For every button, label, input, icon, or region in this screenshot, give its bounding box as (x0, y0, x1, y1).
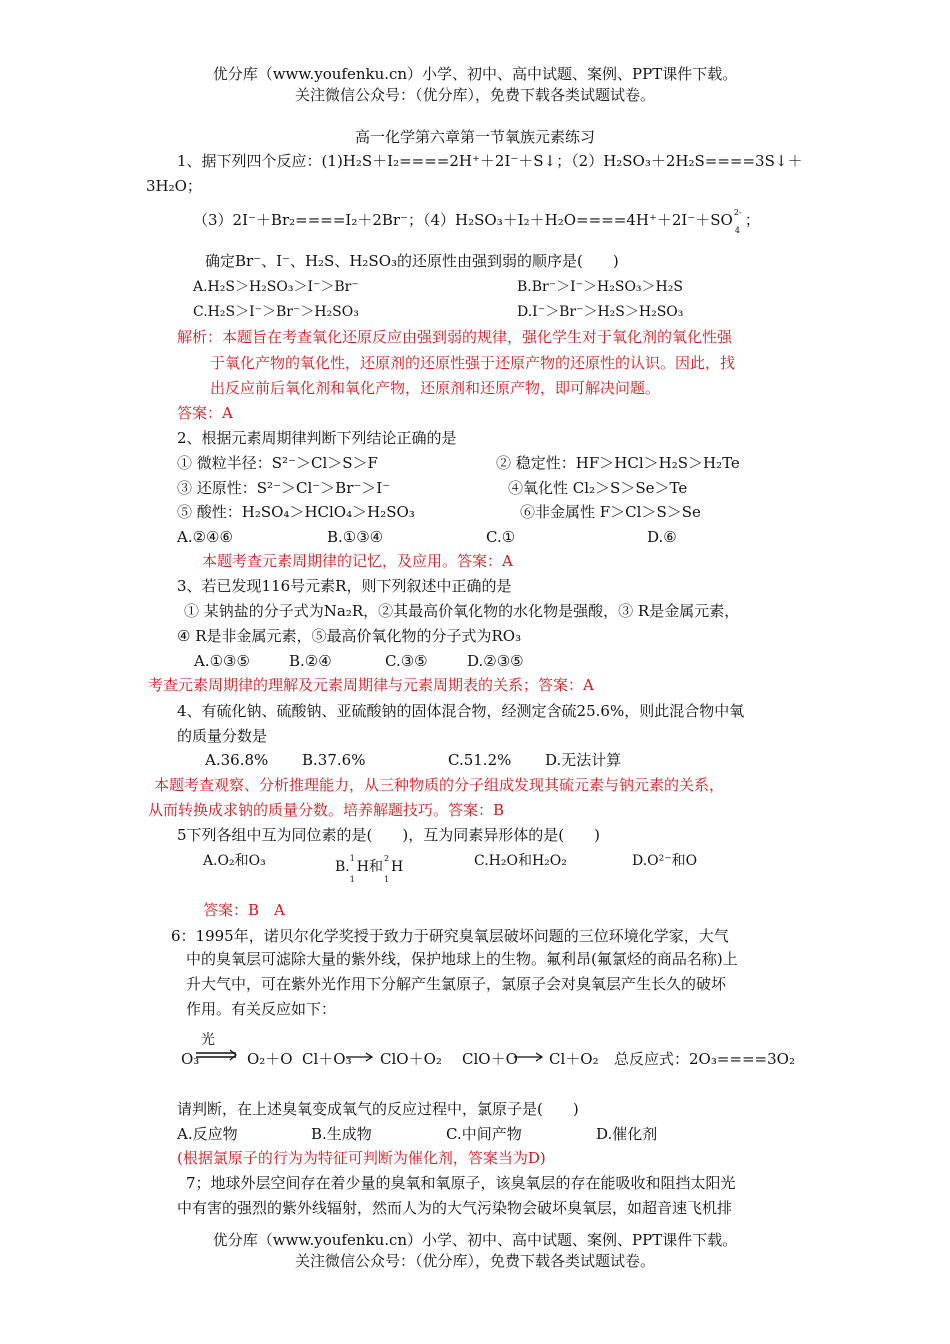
q7-line-2: 中有害的强烈的紫外线辐射，然而人为的大气污染物会破坏臭氧层，如超音速飞机排 (177, 1199, 733, 1217)
q3-stem: 3、若已发现116号元素R，则下列叙述中正确的是 (177, 577, 512, 595)
q6-r1-right: O₂＋O (247, 1050, 293, 1068)
q2-stem: 2、根据元素周期律判断下列结论正确的是 (177, 429, 457, 447)
q6-line-3: 升大气中，可在紫外光作用下分解产生氯原子，氯原子会对臭氧层产生长久的破坏 (186, 975, 727, 993)
q6-r2-arrow (346, 1051, 376, 1063)
q2-note: 本题考查元素周期律的记忆，及应用。答案：A (202, 552, 513, 570)
q5-option-a: A.O₂和O₃ (203, 853, 266, 869)
q1-analysis-1: 解析：本题旨在考查氧化还原反应由强到弱的规律，强化学生对于氧化剂的氧化性强 (177, 328, 733, 346)
q1-sulfate-sub: 4 (734, 226, 740, 235)
q1-option-c: C.H₂S＞I⁻＞Br⁻＞H₂SO₃ (193, 304, 359, 320)
q6-option-c: C.中间产物 (446, 1125, 522, 1143)
q6-r2-left: Cl＋O₃ (302, 1050, 352, 1068)
q6-line-2: 中的臭氧层可滤除大量的紫外线，保护地球上的生物。氟利昂(氟氯烃的商品名称)上 (186, 950, 738, 968)
q7-line-1: 7；地球外层空间存在着少量的臭氧和氧原子，该臭氧层的存在能吸收和阻挡太阳光 (186, 1174, 736, 1192)
q2-item-1: ① 微粒半径：S²⁻＞Cl＞S＞F (177, 454, 378, 472)
q5-stem: 5下列各组中互为同位素的是( )，互为同素异形体的是( ) (177, 826, 600, 844)
q5-h2-isotope (383, 851, 391, 884)
page-title: 高一化学第六章第一节氧族元素练习 (354, 128, 595, 146)
q6-r1-arrow (196, 1049, 240, 1063)
q6-line-4: 作用。有关反应如下： (186, 1000, 337, 1018)
q5-h2-number: 1 (383, 875, 390, 884)
q6-option-a: A.反应物 (177, 1125, 238, 1143)
q4-option-a: A.36.8% (205, 751, 269, 769)
q5-option-c: C.H₂O和H₂O₂ (474, 853, 567, 869)
q1-answer: 答案：A (177, 404, 233, 422)
header-line-1: 优分库（www.youfenku.cn）小学、初中、高中试题、案例、PPT课件下载。 (212, 65, 738, 83)
q5-h2-mass: 2 (383, 854, 390, 863)
q2-option-b: B.①③④ (327, 528, 384, 546)
q6-total-reaction: 总反应式：2O₃====3O₂ (614, 1050, 795, 1068)
q3-note: 考查元素周期律的理解及元素周期律与元素周期表的关系；答案：A (148, 676, 594, 694)
q1-option-a: A.H₂S＞H₂SO₃＞I⁻＞Br⁻ (193, 279, 359, 295)
q6-line-1: 6：1995年，诺贝尔化学奖授于致力于研究臭氧层破坏问题的三位环境化学家，大气 (171, 927, 729, 945)
q4-option-d: D.无法计算 (545, 751, 622, 769)
q2-item-3: ③ 还原性：S²⁻＞Cl⁻＞Br⁻＞I⁻ (177, 479, 391, 497)
q6-r2-right: ClO＋O₂ (380, 1050, 442, 1068)
q4-option-c: C.51.2% (448, 751, 512, 769)
q2-item-6: ⑥非金属性 F＞Cl＞S＞Se (520, 503, 701, 521)
q2-item-2: ② 稳定性：HF＞HCl＞H₂S＞H₂Te (496, 454, 740, 472)
q6-option-b: B.生成物 (311, 1125, 372, 1143)
q3-option-a: A.①③⑤ (194, 652, 250, 670)
q4-line-2: 的质量分数是 (177, 727, 268, 745)
q3-option-b: B.②④ (289, 652, 332, 670)
q6-light-label: 光 (201, 1032, 215, 1048)
q1-line-2-text: （3）2I⁻＋Br₂====I₂＋2Br⁻；（4）H₂SO₃＋I₂＋H₂O====4H⁺＋2I⁻＋SO (193, 211, 733, 229)
q6-r1-left: O₃ (181, 1050, 200, 1068)
q1-sulfate-charge (733, 205, 745, 235)
q1-option-b: B.Br⁻＞I⁻＞H₂SO₃＞H₂S (517, 279, 683, 295)
footer-line-1: 优分库（www.youfenku.cn）小学、初中、高中试题、案例、PPT课件下载。 (212, 1231, 738, 1249)
q2-item-4: ④氧化性 Cl₂＞S＞Se＞Te (508, 479, 688, 497)
q1-analysis-2: 于氧化产物的氧化性，还原剂的还原性强于还原产物的还原性的认识。因此，找 (210, 354, 736, 372)
q2-option-c: C.① (486, 528, 516, 546)
q4-note-1: 本题考查观察、分析推理能力，从三种物质的分子组成发现其硫元素与钠元素的关系， (154, 776, 725, 794)
q1-line-2-end: ； (744, 211, 760, 229)
q5-h1-number: 1 (349, 875, 355, 884)
q1-line-1b: 3H₂O； (146, 177, 202, 195)
q5-h1-mass: 1 (349, 854, 355, 863)
q5-option-b (335, 851, 404, 884)
q6-r3-left: ClO＋O (462, 1050, 518, 1068)
q5-h1-isotope (349, 851, 357, 884)
q5-option-d: D.O²⁻和O (632, 853, 698, 869)
q2-option-a: A.②④⑥ (177, 528, 233, 546)
q1-stem: 确定Br⁻、I⁻、H₂S、H₂SO₃的还原性由强到弱的顺序是( ) (205, 252, 619, 270)
q4-line-1: 4、有硫化钠、硫酸钠、亚硫酸钠的固体混合物，经测定含硫25.6%，则此混合物中氧 (177, 702, 745, 720)
q5-option-b-label: B. (335, 859, 350, 875)
q4-option-b: B.37.6% (302, 751, 366, 769)
q2-item-5: ⑤ 酸性：H₂SO₄＞HClO₄＞H₂SO₃ (177, 503, 415, 521)
q3-option-c: C.③⑤ (385, 652, 428, 670)
q5-option-b-end: H (390, 859, 404, 875)
q1-line-2 (193, 205, 760, 235)
header-line-2: 关注微信公众号：（优分库），免费下载各类试题试卷。 (294, 86, 655, 104)
q1-analysis-3: 出反应前后氧化剂和氧化产物，还原剂和还原产物，即可解决问题。 (210, 379, 661, 397)
q1-sulfate-sup: 2- (733, 208, 742, 217)
q6-r3-right: Cl＋O₂ (549, 1050, 599, 1068)
q4-note-2: 从而转换成求钠的质量分数。培养解题技巧。答案：B (148, 801, 505, 819)
q6-r3-arrow (514, 1051, 546, 1063)
q1-option-d: D.I⁻＞Br⁻＞H₂S＞H₂SO₃ (517, 304, 684, 320)
q3-line-1: ① 某钠盐的分子式为Na₂R，②其最高价氧化物的水化物是强酸，③ R是金属元素， (184, 602, 740, 620)
q5-answer: 答案：B A (203, 901, 285, 919)
q5-option-b-mid: H和 (356, 859, 383, 875)
q3-option-d: D.②③⑤ (467, 652, 524, 670)
q3-line-2: ④ R是非金属元素，⑤最高价氧化物的分子式为RO₃ (177, 627, 522, 645)
q2-option-d: D.⑥ (647, 528, 677, 546)
q6-note: (根据氯原子的行为为特征可判断为催化剂，答案当为D) (177, 1149, 546, 1167)
q1-line-1: 1、据下列四个反应：(1)H₂S＋I₂====2H⁺＋2I⁻＋S↓；（2）H₂SO₃＋2H₂S====3S↓＋ (177, 152, 803, 170)
q6-option-d: D.催化剂 (596, 1125, 658, 1143)
footer-line-2: 关注微信公众号：（优分库），免费下载各类试题试卷。 (294, 1252, 655, 1270)
q6-question: 请判断，在上述臭氧变成氧气的反应过程中，氯原子是( ) (177, 1100, 579, 1118)
